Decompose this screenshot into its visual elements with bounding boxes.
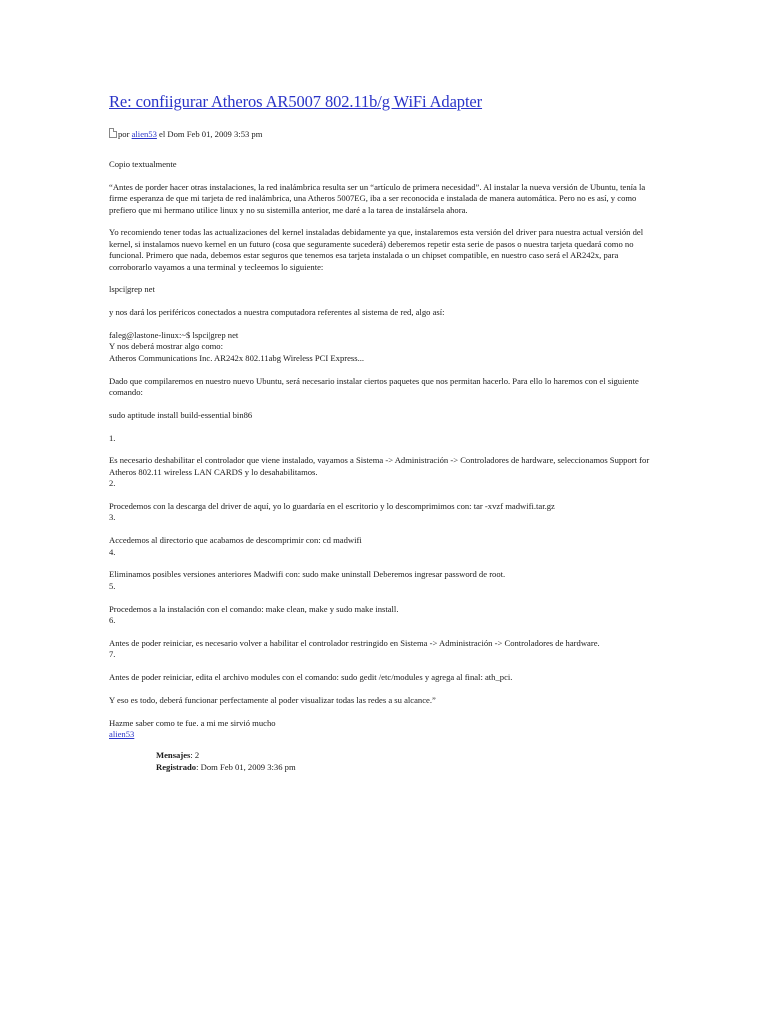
step-number: 2.: [109, 478, 116, 489]
post-meta: [109, 128, 654, 140]
post-icon[interactable]: [109, 128, 117, 138]
output-line: Atheros Communications Inc. AR242x 802.11abg Wireless PCI Express...: [109, 352, 365, 363]
step-number: 4.: [109, 546, 116, 557]
paragraph: [109, 569, 654, 592]
registered-value: : Dom Feb 01, 2009 3:36 pm: [196, 761, 296, 772]
closing-text: Hazme saber como te fue. a mi me sirvió mucho: [109, 717, 276, 728]
paragraph: sudo aptitude install build-essential bin86: [109, 409, 253, 420]
paragraph: [109, 535, 654, 558]
step-number: 1.: [109, 432, 116, 443]
step-text: Accedemos al directorio que acabamos de descomprimir con: cd madwifi: [109, 535, 362, 546]
paragraph: Dado que compilaremos en nuestro nuevo Ubuntu, será necesario instalar ciertos paquetes que nos permitan hacerlo. Para ello lo haremos con el siguiente comando:: [109, 375, 639, 398]
author-link[interactable]: alien53: [131, 129, 157, 139]
paragraph: Yo recomiendo tener todas las actualizaciones del kernel instaladas debidamente ya que, instalaremos esta versión del driver para nuestra actual versión del kernel, si instalamos nuevo kernel en un futuro (cosa que seguramente sucederá) deberemos repetir esta serie de pasos o nuestra tarjeta quedará como no funcional. Primero que nada, debemos estar seguros que tenemos esa tarjeta instalada o un chipset compatible, en nuestro caso será el AR242x, para corroborarlo vayamos a una terminal y tecleemos lo siguiente:: [109, 227, 644, 272]
posts-count: [156, 750, 654, 761]
step-text: Eliminamos posibles versiones anteriores Madwifi con: sudo make uninstall Deberemos ingresar password de root.: [109, 569, 506, 580]
paragraph: [109, 330, 654, 364]
author-profile: [156, 750, 654, 773]
paragraph: [109, 455, 654, 489]
step-text: Antes de poder reiniciar, es necesario volver a habilitar el controlador restringido en Sistema -> Administración -> Controladores de hardware.: [109, 637, 600, 648]
step-number: 5.: [109, 580, 116, 591]
paragraph: Antes de poder reiniciar, edita el archivo modules con el comando: sudo gedit /etc/modules y agrega al final: ath_pci.: [109, 672, 513, 683]
post-title[interactable]: Re: confiigurar Atheros AR5007 802.11b/g WiFi Adapter: [109, 92, 483, 111]
paragraph: Y eso es todo, deberá funcionar perfectamente al poder visualizar todas las redes a su alcance.”: [109, 694, 436, 705]
step-text: Es necesario deshabilitar el controlador que viene instalado, vayamos a Sistema -> Administración -> Controladores de hardware, seleccionamos Support for Atheros 802.11 wireless LAN CARDS y lo desahabilitamos.: [109, 455, 650, 477]
step-text: Procedemos con la descarga del driver de aquí, yo lo guardaría en el escritorio y lo descomprimimos con: tar -xvzf madwifi.tar.gz: [109, 501, 555, 512]
step-number: 7.: [109, 649, 116, 660]
step-number: 6.: [109, 615, 116, 626]
paragraph: “Antes de porder hacer otras instalaciones, la red inalámbrica resulta ser un “artículo de primera necesidad”. Al instalar la nueva versión de Ubuntu, tenía la firme esperanza de que mi tarjeta de red inalámbrica, una Atheros 5007EG, iba a ser reconocida e instalada de manera automática. Pero no es así, y como prefiero que mi hermano utilice linux y no su sistemilla anterior, me daré a la tarea de instalársela ahora.: [109, 181, 646, 215]
signature-link[interactable]: alien53: [109, 729, 135, 740]
posts-value: : 2: [190, 750, 200, 761]
paragraph: [109, 501, 654, 524]
registered-label: Registrado: [156, 761, 197, 772]
meta-date: el Dom Feb 01, 2009 3:53 pm: [156, 129, 263, 139]
paragraph: [109, 718, 654, 741]
post-body: [109, 159, 654, 740]
paragraph: [109, 638, 654, 661]
paragraph: Copio textualmente: [109, 159, 177, 169]
registered-date: [156, 762, 654, 773]
step-text: Procedemos a la instalación con el comando: make clean, make y sudo make install.: [109, 603, 399, 614]
forum-post: [109, 92, 654, 773]
text-line: Y nos deberá mostrar algo como:: [109, 341, 223, 352]
paragraph: y nos dará los periféricos conectados a nuestra computadora referentes al sistema de red, algo así:: [109, 307, 445, 318]
step-number: 3.: [109, 512, 116, 523]
posts-label: Mensajes: [156, 750, 191, 761]
paragraph: [109, 604, 654, 627]
terminal-line: faleg@lastone-linux:~$ lspci|grep net: [109, 330, 239, 341]
paragraph: lspci|grep net: [109, 284, 155, 295]
meta-prefix: por: [118, 129, 132, 139]
